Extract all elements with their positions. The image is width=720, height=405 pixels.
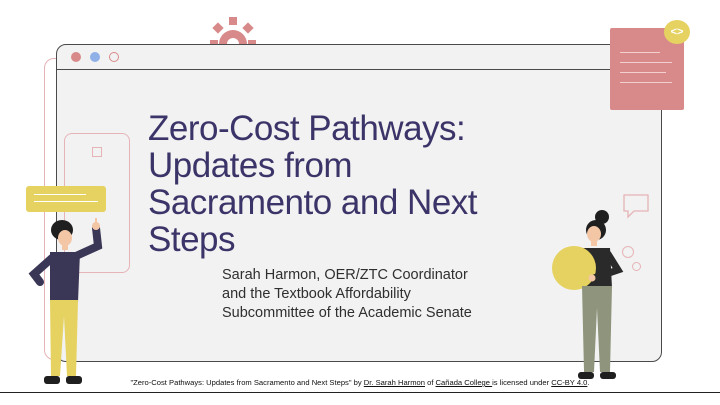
subtitle-line: and the Textbook Affordability xyxy=(222,286,411,302)
window-dot-red xyxy=(71,52,81,62)
window-dot-blue xyxy=(90,52,100,62)
phone-square xyxy=(92,147,102,157)
license-link[interactable]: CC-BY 4.0 xyxy=(551,378,588,387)
subtitle-line: Subcommittee of the Academic Senate xyxy=(222,305,472,321)
citation-work-title: "Zero-Cost Pathways: Updates from Sacramento and Next Steps" by xyxy=(130,378,364,387)
citation-license-text: is licensed under xyxy=(492,378,552,387)
person-pointing-illustration xyxy=(22,216,114,394)
title-line: Sacramento and Next xyxy=(148,183,478,222)
ring-decoration-small xyxy=(632,262,641,271)
subtitle-line: Sarah Harmon, OER/ZTC Coordinator xyxy=(222,267,468,283)
footer-divider xyxy=(0,392,720,393)
institution-link[interactable]: Cañada College xyxy=(435,378,493,387)
slide-title xyxy=(148,110,588,258)
citation-end: . xyxy=(587,378,590,387)
slide-subtitle xyxy=(222,266,542,323)
title-line: Updates from xyxy=(148,146,353,185)
yellow-note-card xyxy=(26,186,106,212)
title-line: Zero-Cost Pathways: xyxy=(148,109,466,148)
citation-of: of xyxy=(424,378,436,387)
window-dot-outline xyxy=(109,52,119,62)
window-title-bar xyxy=(57,45,661,70)
citation-footer xyxy=(0,374,720,392)
title-line: Steps xyxy=(148,220,235,259)
author-link[interactable]: Dr. Sarah Harmon xyxy=(363,378,425,387)
person-holding-circle-illustration xyxy=(548,208,632,394)
code-icon: <> xyxy=(664,20,690,44)
